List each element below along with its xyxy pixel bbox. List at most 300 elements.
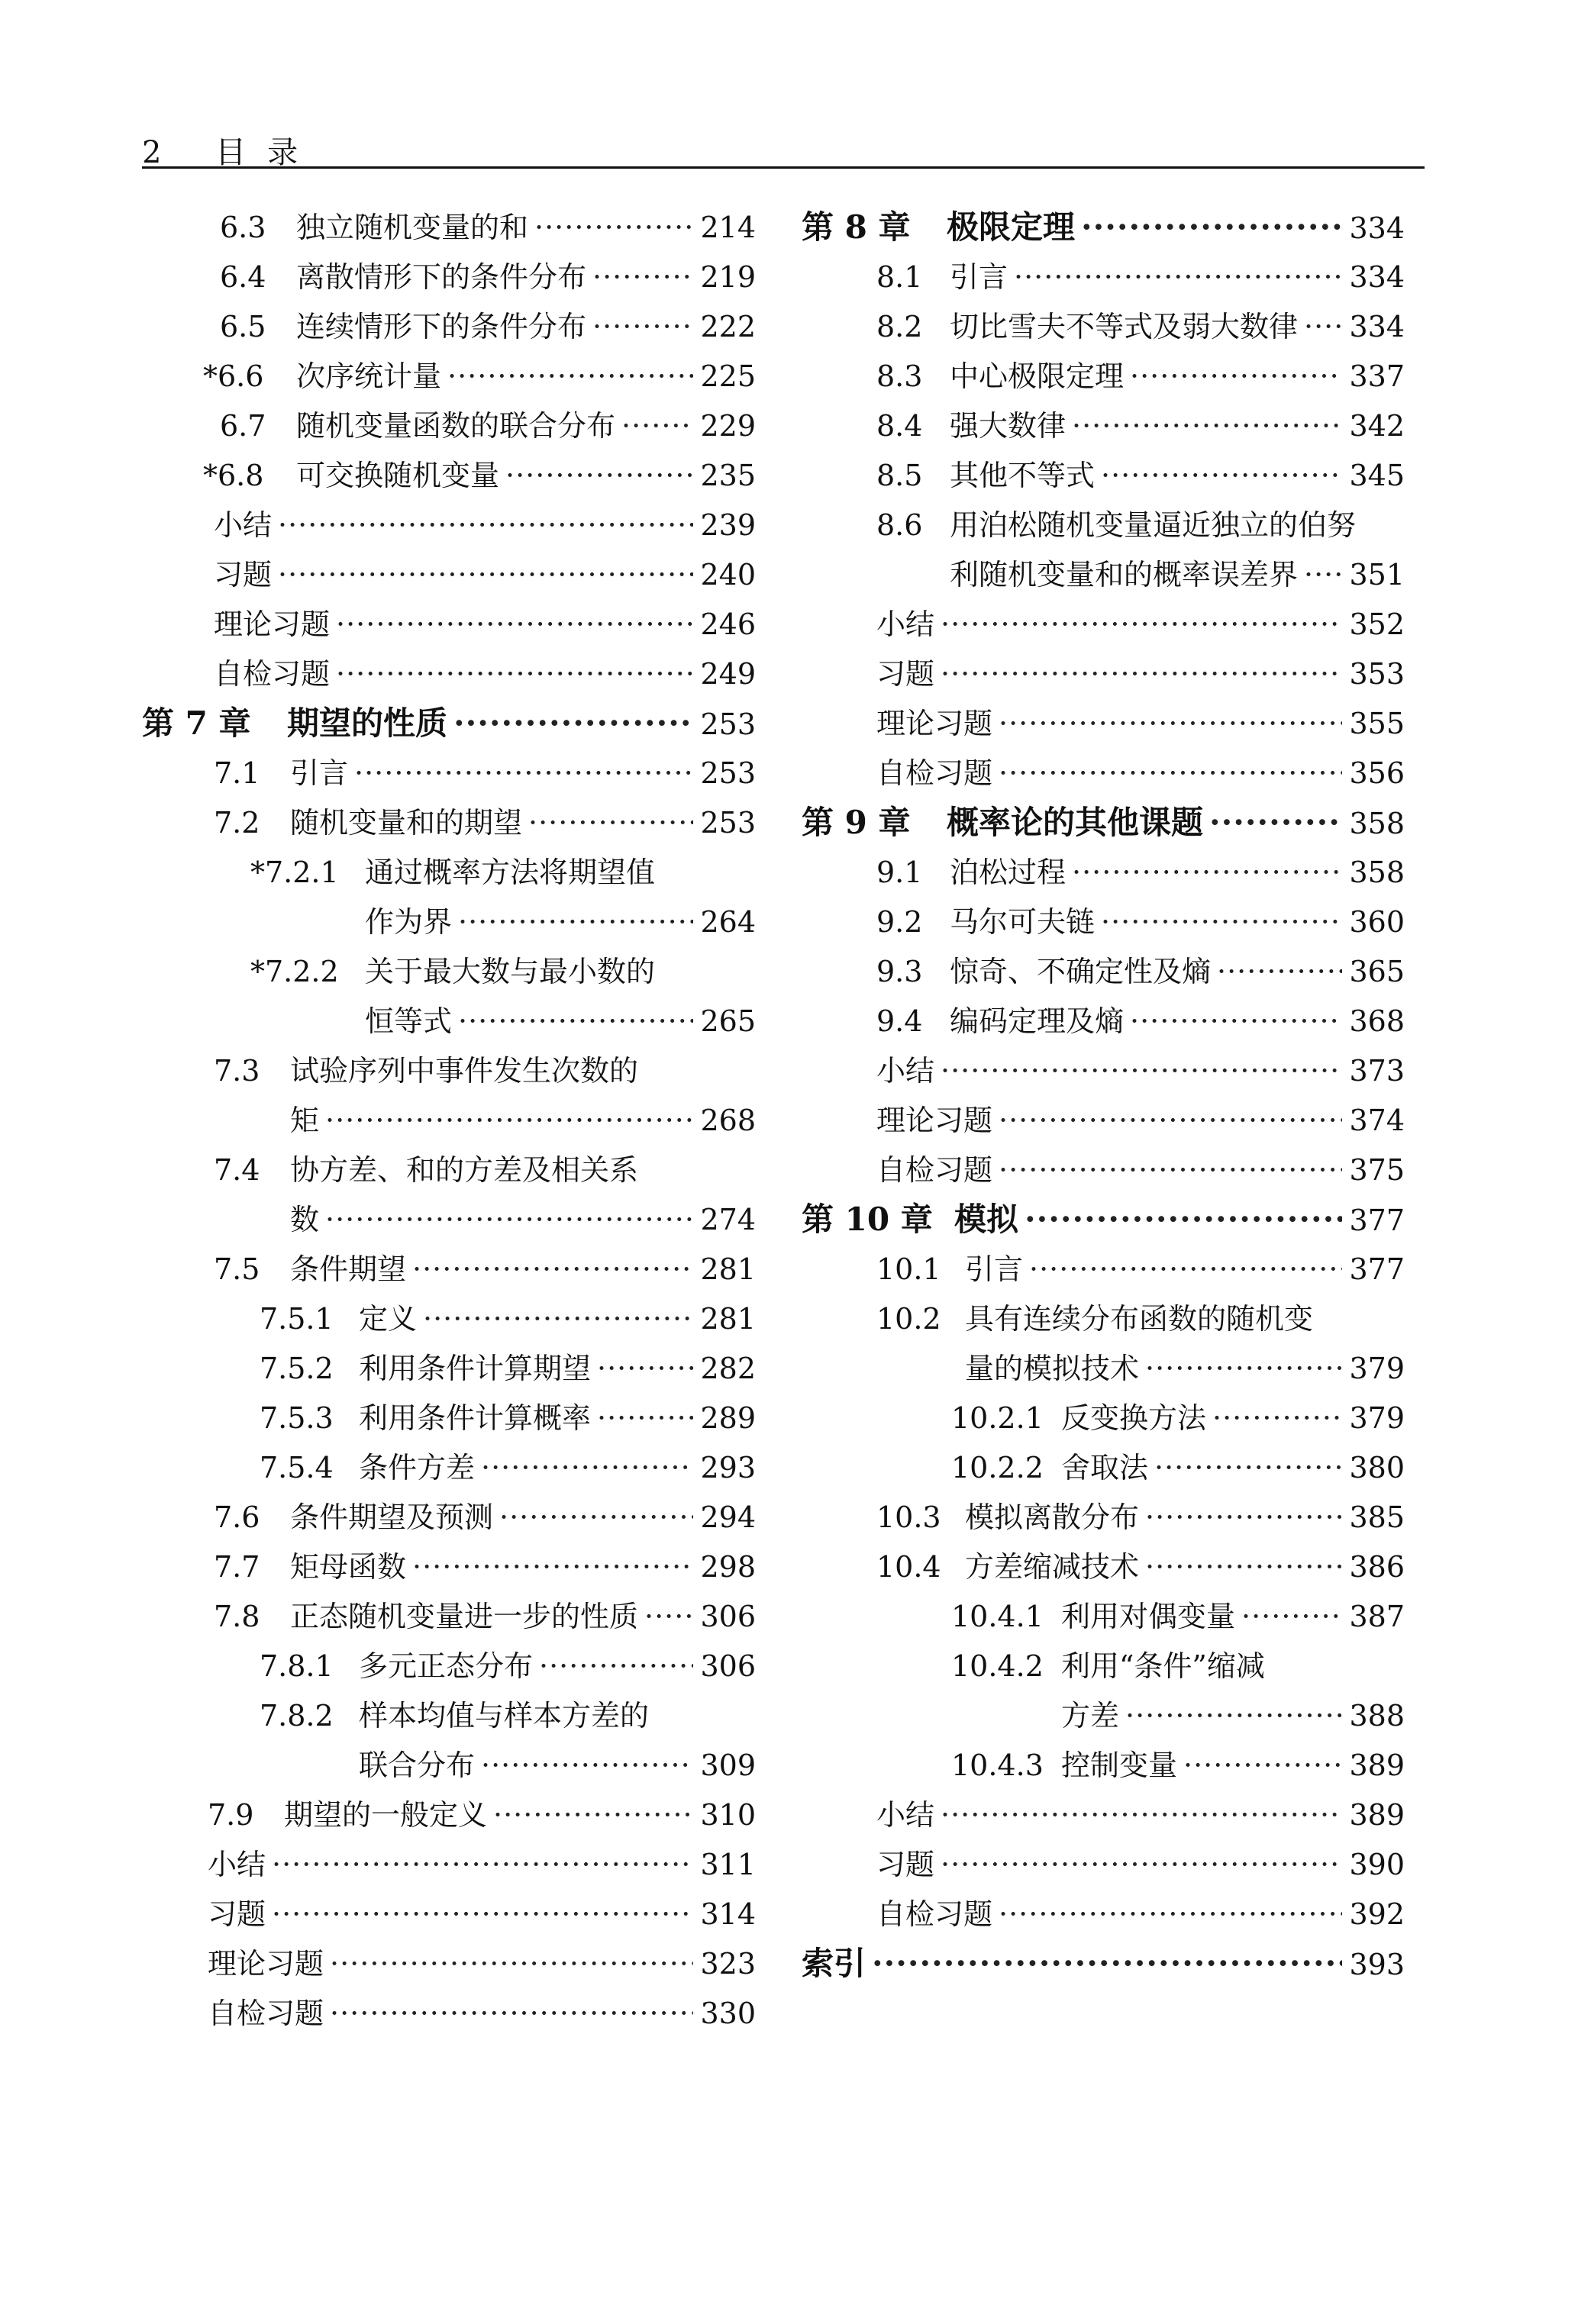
toc-entry-label: 引言	[965, 1252, 1024, 1286]
toc-entry	[137, 1006, 756, 1056]
toc-entry-number: 7.3	[214, 1054, 260, 1088]
toc-entry	[802, 659, 1405, 708]
toc-entry-label: 模拟	[954, 1201, 1019, 1238]
dot-leader	[597, 1403, 693, 1433]
toc-entry	[802, 1006, 1405, 1056]
toc-entry-page: 330	[700, 1997, 756, 2030]
toc-entry-label: 条件方差	[359, 1451, 476, 1484]
toc-entry	[137, 311, 756, 361]
toc-entry-label: 矩	[290, 1104, 320, 1137]
toc-entry-page: 274	[700, 1203, 756, 1236]
toc-entry	[137, 1304, 756, 1353]
dot-leader	[1145, 1552, 1342, 1582]
toc-entry-number: 第 8 章	[802, 208, 911, 246]
dot-leader	[528, 807, 693, 838]
toc-entry-label: 通过概率方法将期望值	[365, 856, 656, 889]
toc-entry-page: 323	[700, 1947, 756, 1981]
toc-entry	[802, 1105, 1405, 1155]
toc-entry-label: 惊奇、不确定性及熵	[950, 955, 1212, 988]
dot-leader	[278, 510, 693, 540]
toc-entry-number: 7.6	[214, 1500, 260, 1534]
page-number: 2	[142, 135, 163, 170]
toc-entry-label: 离散情形下的条件分布	[296, 260, 587, 294]
toc-entry-number: 8.5	[876, 459, 923, 492]
toc-entry	[137, 361, 756, 411]
dot-leader	[1145, 1502, 1342, 1533]
toc-entry-line	[802, 1304, 1405, 1353]
dot-leader	[1154, 1452, 1342, 1483]
dot-leader	[481, 1452, 693, 1483]
toc-entry-label: 量的模拟技术	[965, 1352, 1140, 1385]
toc-entry-number: 10.4	[876, 1550, 941, 1584]
toc-entry	[802, 1353, 1405, 1403]
toc-entry	[802, 1502, 1405, 1552]
toc-entry	[137, 1601, 756, 1651]
toc-entry-number: 10.2.1	[951, 1401, 1044, 1435]
toc-entry	[802, 857, 1405, 907]
toc-entry-page: 345	[1349, 459, 1405, 492]
dot-leader	[412, 1254, 693, 1284]
toc-entry	[802, 907, 1405, 956]
dot-leader	[1081, 212, 1342, 243]
toc-entry	[802, 361, 1405, 411]
toc-entry	[137, 510, 756, 559]
dot-leader	[272, 1899, 693, 1929]
toc-entry	[137, 1452, 756, 1502]
toc-entry-label: 随机变量函数的联合分布	[296, 409, 616, 443]
toc-entry-label: 习题	[214, 558, 273, 591]
toc-entry-label: 引言	[290, 756, 349, 790]
toc-entry-label: 利用对偶变量	[1061, 1600, 1236, 1633]
toc-entry-number: 8.6	[876, 508, 923, 542]
toc-entry	[137, 1948, 756, 1998]
toc-entry-label: 舍取法	[1061, 1451, 1149, 1484]
toc-entry-number: 7.5	[214, 1252, 260, 1286]
toc-entry-label: 编码定理及熵	[950, 1004, 1125, 1038]
toc-entry-label: 泊松过程	[950, 856, 1067, 889]
dot-leader	[999, 1155, 1342, 1185]
toc-entry-number: *6.8	[203, 459, 264, 492]
toc-entry-number: *6.6	[203, 359, 264, 393]
toc-entry	[802, 1800, 1405, 1849]
toc-entry-label: 极限定理	[947, 208, 1076, 246]
toc-entry-page: 264	[700, 905, 756, 939]
toc-entry-number: 7.2	[214, 806, 260, 840]
toc-entry-label: 矩母函数	[290, 1550, 407, 1584]
dot-leader	[1029, 1254, 1342, 1284]
dot-leader	[1101, 460, 1342, 491]
toc-entry-label: 理论习题	[876, 1104, 993, 1137]
dot-leader	[325, 1105, 693, 1136]
toc-entry-number: 9.3	[876, 955, 923, 988]
toc-entry-label: 自检习题	[876, 1153, 993, 1187]
dot-leader	[1025, 1204, 1342, 1235]
toc-entry-number: 7.8.2	[260, 1699, 334, 1733]
toc-entry-label: 次序统计量	[296, 359, 442, 393]
toc-entry-label: 习题	[208, 1897, 266, 1931]
toc-entry	[137, 659, 756, 708]
toc-entry-page: 311	[700, 1848, 756, 1881]
dot-leader	[597, 1353, 693, 1384]
toc-entry-page: 306	[700, 1600, 756, 1633]
toc-entry-page: 353	[1349, 657, 1405, 691]
dot-leader	[1072, 411, 1342, 441]
dot-leader	[1304, 559, 1342, 590]
toc-entry-page: 360	[1349, 905, 1405, 939]
dot-leader	[1217, 956, 1342, 987]
header-rule	[142, 166, 1425, 169]
dot-leader	[354, 758, 693, 788]
toc-entry	[802, 609, 1405, 659]
toc-entry-page: 368	[1349, 1004, 1405, 1038]
toc-entry-number: 7.4	[214, 1153, 260, 1187]
toc-entry-label: 数	[290, 1203, 320, 1236]
toc-entry-number: 9.4	[876, 1004, 923, 1038]
toc-entry	[137, 1651, 756, 1700]
running-head	[142, 128, 319, 172]
toc-entry-label: 方差缩减技术	[965, 1550, 1140, 1584]
toc-entry	[137, 1998, 756, 2048]
toc-entry-number: 10.4.1	[951, 1600, 1044, 1633]
dot-leader	[272, 1849, 693, 1880]
toc-entry-number: 6.5	[220, 310, 266, 343]
toc-entry-label: 利用条件计算期望	[359, 1352, 592, 1385]
dot-leader	[453, 708, 693, 739]
toc-entry	[137, 1502, 756, 1552]
toc-entry-label: 索引	[802, 1945, 866, 1982]
dot-leader	[1212, 1403, 1342, 1433]
toc-entry-page: 377	[1349, 1204, 1405, 1237]
toc-entry-label: 小结	[208, 1848, 266, 1881]
toc-entry-label: 概率论的其他课题	[947, 804, 1204, 841]
dot-leader	[1130, 1006, 1342, 1036]
toc-chapter-entry	[802, 208, 1405, 262]
toc-entry-number: 8.1	[876, 260, 923, 294]
toc-entry	[137, 907, 756, 956]
toc-entry-page: 293	[700, 1451, 756, 1484]
toc-entry	[137, 559, 756, 609]
dot-leader	[1130, 361, 1342, 392]
toc-entry-label: 控制变量	[1061, 1749, 1178, 1782]
toc-left-column	[137, 212, 756, 2048]
toc-entry-label: 多元正态分布	[359, 1649, 534, 1683]
toc-entry-number: 7.8	[214, 1600, 260, 1633]
toc-entry-page: 374	[1349, 1104, 1405, 1137]
toc-entry-label: 关于最大数与最小数的	[365, 955, 656, 988]
toc-chapter-entry	[802, 1201, 1405, 1254]
dot-leader	[1014, 262, 1342, 292]
toc-entry-page: 352	[1349, 608, 1405, 641]
toc-entry-line	[137, 1155, 756, 1204]
dot-leader	[1304, 311, 1342, 342]
toc-entry-number: 10.4.2	[951, 1649, 1044, 1683]
toc-entry-label: 理论习题	[214, 608, 331, 641]
toc-entry-page: 334	[1349, 310, 1405, 343]
toc-entry-page: 380	[1349, 1451, 1405, 1484]
toc-entry-page: 222	[700, 310, 756, 343]
toc-entry-page: 358	[1349, 856, 1405, 889]
toc-entry	[802, 411, 1405, 460]
toc-entry-number: 第 10 章	[802, 1201, 933, 1238]
toc-entry-page: 379	[1349, 1352, 1405, 1385]
dot-leader	[941, 609, 1342, 640]
toc-entry-page: 294	[700, 1500, 756, 1534]
toc-entry	[137, 460, 756, 510]
toc-entry-number: 6.7	[220, 409, 266, 443]
toc-entry-label: 小结	[876, 608, 935, 641]
toc-entry	[802, 956, 1405, 1006]
toc-entry	[802, 460, 1405, 510]
toc-entry	[802, 1254, 1405, 1304]
toc-entry-label: 用泊松随机变量逼近独立的伯努	[950, 508, 1357, 542]
dot-leader	[1241, 1601, 1342, 1632]
toc-entry-number: 8.2	[876, 310, 923, 343]
toc-entry	[802, 1452, 1405, 1502]
dot-leader	[644, 1601, 693, 1632]
dot-leader	[872, 1948, 1342, 1979]
toc-entry-label: 马尔可夫链	[950, 905, 1096, 939]
dot-leader	[278, 559, 693, 590]
dot-leader	[999, 1899, 1342, 1929]
toc-chapter-entry	[137, 704, 756, 758]
dot-leader	[941, 1849, 1342, 1880]
toc-entry-page: 282	[700, 1352, 756, 1385]
toc-entry-number: 6.3	[220, 211, 266, 244]
toc-entry-label: 小结	[876, 1798, 935, 1832]
toc-entry	[802, 1750, 1405, 1800]
dot-leader	[592, 262, 693, 292]
toc-entry	[137, 411, 756, 460]
toc-entry-label: 正态随机变量进一步的性质	[290, 1600, 639, 1633]
toc-entry-page: 219	[700, 260, 756, 294]
toc-entry-page: 229	[700, 409, 756, 443]
toc-entry-label: 习题	[876, 1848, 935, 1881]
toc-entry-page: 246	[700, 608, 756, 641]
toc-entry	[802, 708, 1405, 758]
toc-entry-number: 6.4	[220, 260, 266, 294]
toc-entry-number: 7.1	[214, 756, 260, 790]
toc-entry-label: 利随机变量和的概率误差界	[950, 558, 1299, 591]
toc-entry-label: 习题	[876, 657, 935, 691]
toc-entry	[137, 609, 756, 659]
toc-entry-number: 8.3	[876, 359, 923, 393]
dot-leader	[447, 361, 693, 392]
toc-entry-page: 214	[700, 211, 756, 244]
toc-entry	[802, 1056, 1405, 1105]
toc-entry-label: 自检习题	[208, 1997, 324, 2030]
toc-entry-page: 337	[1349, 359, 1405, 393]
dot-leader	[458, 1006, 693, 1036]
toc-entry-page: 342	[1349, 409, 1405, 443]
toc-entry	[137, 1899, 756, 1948]
dot-leader	[941, 659, 1342, 689]
toc-entry-label: 期望的性质	[287, 704, 448, 742]
toc-entry	[802, 1899, 1405, 1948]
toc-entry-number: 10.1	[876, 1252, 941, 1286]
toc-entry-label: 其他不等式	[950, 459, 1096, 492]
toc-entry-page: 377	[1349, 1252, 1405, 1286]
toc-entry	[137, 1552, 756, 1601]
toc-entry-number: 10.2	[876, 1302, 941, 1336]
dot-leader	[412, 1552, 693, 1582]
toc-entry-label: 小结	[876, 1054, 935, 1088]
toc-entry-number: *7.2.2	[250, 955, 339, 988]
toc-entry-page: 365	[1349, 955, 1405, 988]
toc-entry-label: 小结	[214, 508, 273, 542]
toc-chapter-entry	[802, 1945, 1405, 1998]
dot-leader	[999, 1105, 1342, 1136]
toc-entry-number: 10.4.3	[951, 1749, 1044, 1782]
toc-entry-label: 自检习题	[214, 657, 331, 691]
toc-entry	[802, 1849, 1405, 1899]
dot-leader	[999, 758, 1342, 788]
dot-leader	[336, 609, 693, 640]
toc-entry	[137, 1403, 756, 1452]
dot-leader	[1145, 1353, 1342, 1384]
toc-entry-page: 334	[1349, 211, 1405, 245]
toc-entry-page: 253	[700, 708, 756, 741]
toc-entry-label: 定义	[359, 1302, 418, 1336]
dot-leader	[1072, 857, 1342, 888]
dot-leader	[325, 1204, 693, 1235]
toc-entry-label: 理论习题	[876, 707, 993, 740]
dot-leader	[941, 1800, 1342, 1830]
toc-entry-page: 389	[1349, 1798, 1405, 1832]
toc-entry-label: 自检习题	[876, 1897, 993, 1931]
toc-entry-label: 反变换方法	[1061, 1401, 1207, 1435]
toc-entry-number: 7.8.1	[260, 1649, 334, 1683]
toc-entry	[802, 1601, 1405, 1651]
toc-entry-label: 切比雪夫不等式及弱大数律	[950, 310, 1299, 343]
toc-entry-label: 协方差、和的方差及相关系	[290, 1153, 639, 1187]
toc-entry-page: 268	[700, 1104, 756, 1137]
toc-entry	[137, 262, 756, 311]
toc-entry-label: 利用“条件”缩减	[1061, 1649, 1265, 1683]
toc-entry-number: 10.2.2	[951, 1451, 1044, 1484]
toc-entry-page: 289	[700, 1401, 756, 1435]
toc-entry	[802, 1155, 1405, 1204]
toc-entry	[137, 1750, 756, 1800]
toc-entry	[802, 1403, 1405, 1452]
toc-entry-line	[137, 857, 756, 907]
dot-leader	[1101, 907, 1342, 937]
toc-entry-page: 240	[700, 558, 756, 591]
dot-leader	[999, 708, 1342, 739]
toc-entry-page: 389	[1349, 1749, 1405, 1782]
toc-entry-page: 281	[700, 1302, 756, 1336]
toc-entry-label: 试验序列中事件发生次数的	[290, 1054, 639, 1088]
toc-entry-page: 390	[1349, 1848, 1405, 1881]
toc-entry-label: 条件期望及预测	[290, 1500, 494, 1534]
toc-entry-label: 模拟离散分布	[965, 1500, 1140, 1534]
running-head-title: 目录	[215, 135, 320, 170]
toc-entry-label: 期望的一般定义	[284, 1798, 488, 1832]
toc-entry	[137, 1353, 756, 1403]
toc-entry-line	[137, 1700, 756, 1750]
toc-entry-label: 利用条件计算概率	[359, 1401, 592, 1435]
toc-entry-label: 随机变量和的期望	[290, 806, 523, 840]
toc-entry-label: 自检习题	[876, 756, 993, 790]
dot-leader	[1183, 1750, 1342, 1781]
toc-entry-label: 独立随机变量的和	[296, 211, 529, 244]
toc-entry-number: 7.5.2	[260, 1352, 334, 1385]
toc-entry	[802, 262, 1405, 311]
toc-entry-page: 356	[1349, 756, 1405, 790]
toc-entry-label: 引言	[950, 260, 1008, 294]
toc-entry-number: 9.2	[876, 905, 923, 939]
toc-entry	[137, 1204, 756, 1254]
toc-entry	[802, 1700, 1405, 1750]
dot-leader	[481, 1750, 693, 1781]
toc-entry-page: 373	[1349, 1054, 1405, 1088]
toc-entry	[137, 1105, 756, 1155]
toc-chapter-entry	[802, 804, 1405, 857]
toc-entry-page: 235	[700, 459, 756, 492]
toc-entry	[802, 758, 1405, 807]
toc-entry-page: 387	[1349, 1600, 1405, 1633]
dot-leader	[592, 311, 693, 342]
toc-entry	[137, 212, 756, 262]
toc-entry-page: 375	[1349, 1153, 1405, 1187]
toc-entry-page: 386	[1349, 1550, 1405, 1584]
toc-entry-page: 249	[700, 657, 756, 691]
toc-entry-page: 393	[1349, 1948, 1405, 1981]
toc-entry	[137, 1849, 756, 1899]
toc-entry-page: 306	[700, 1649, 756, 1683]
toc-entry	[802, 1552, 1405, 1601]
toc-entry-page: 351	[1349, 558, 1405, 591]
toc-entry-number: 10.3	[876, 1500, 941, 1534]
toc-entry-page: 253	[700, 756, 756, 790]
toc-entry-number: 7.9	[208, 1798, 254, 1832]
toc-entry	[137, 1254, 756, 1304]
dot-leader	[539, 1651, 693, 1681]
toc-entry-page: 388	[1349, 1699, 1405, 1733]
toc-entry-page: 355	[1349, 707, 1405, 740]
toc-entry-number: 第 7 章	[142, 704, 251, 742]
toc-entry	[802, 311, 1405, 361]
toc-entry-label: 连续情形下的条件分布	[296, 310, 587, 343]
toc-entry-label: 强大数律	[950, 409, 1067, 443]
toc-entry	[137, 1800, 756, 1849]
toc-entry	[137, 807, 756, 857]
toc-entry-page: 310	[700, 1798, 756, 1832]
dot-leader	[493, 1800, 693, 1830]
toc-entry-label: 具有连续分布函数的随机变	[965, 1302, 1314, 1336]
dot-leader	[941, 1056, 1342, 1086]
dot-leader	[423, 1304, 693, 1334]
dot-leader	[1209, 807, 1342, 838]
toc-entry-page: 392	[1349, 1897, 1405, 1931]
toc-entry-label: 可交换随机变量	[296, 459, 500, 492]
toc-entry-number: *7.2.1	[250, 856, 339, 889]
toc-entry-page: 379	[1349, 1401, 1405, 1435]
dot-leader	[330, 1948, 693, 1979]
toc-entry-number: 7.5.3	[260, 1401, 334, 1435]
toc-entry-page: 309	[700, 1749, 756, 1782]
toc-entry-number: 第 9 章	[802, 804, 911, 841]
toc-entry-label: 恒等式	[365, 1004, 453, 1038]
toc-entry-page: 239	[700, 508, 756, 542]
toc-entry-label: 方差	[1061, 1699, 1120, 1733]
toc-entry	[802, 559, 1405, 609]
dot-leader	[505, 460, 693, 491]
toc-entry	[137, 758, 756, 807]
toc-entry-page: 265	[700, 1004, 756, 1038]
toc-right-column	[802, 208, 1405, 1998]
toc-entry-label: 条件期望	[290, 1252, 407, 1286]
dot-leader	[621, 411, 693, 441]
